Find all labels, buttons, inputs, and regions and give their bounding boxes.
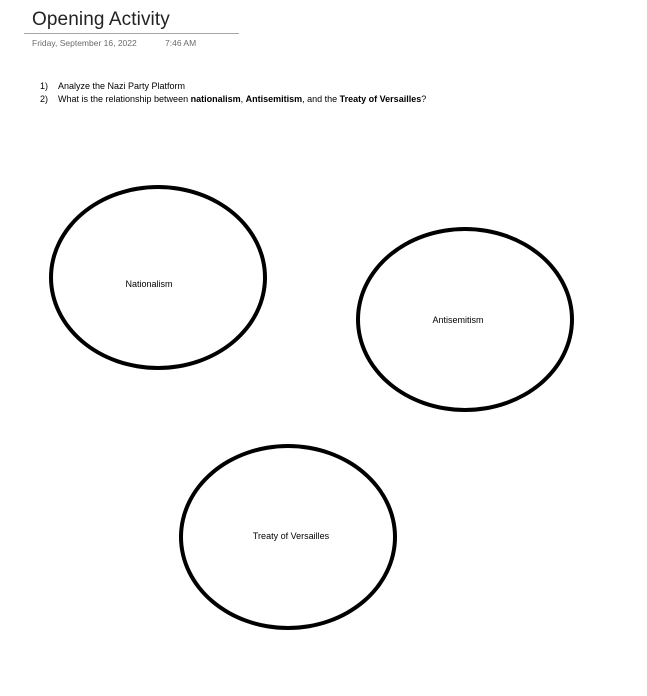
question-term-treaty: Treaty of Versailles bbox=[339, 94, 422, 104]
question-text-part: What is the relationship between bbox=[58, 94, 191, 104]
nationalism-label: Nationalism bbox=[125, 279, 173, 289]
question-text: Analyze the Nazi Party Platform bbox=[58, 81, 186, 91]
question-item-2 bbox=[40, 93, 460, 106]
page-title: Opening Activity bbox=[32, 9, 170, 30]
question-number: 1) bbox=[40, 81, 49, 91]
page-time: 7:46 AM bbox=[165, 38, 197, 48]
title-divider bbox=[24, 33, 239, 34]
question-text-part: ? bbox=[421, 94, 427, 104]
question-text-part: , bbox=[240, 94, 246, 104]
nationalism-circle bbox=[49, 185, 267, 370]
question-text-part: , and the bbox=[302, 94, 340, 104]
question-term-nationalism: nationalism bbox=[190, 94, 241, 104]
question-text bbox=[58, 93, 460, 106]
question-number: 2) bbox=[40, 94, 49, 104]
antisemitism-label: Antisemitism bbox=[432, 315, 484, 325]
treaty-of-versailles-label: Treaty of Versailles bbox=[252, 531, 330, 541]
question-term-antisemitism: Antisemitism bbox=[245, 94, 303, 104]
question-list bbox=[40, 80, 460, 106]
page-date: Friday, September 16, 2022 bbox=[32, 38, 137, 48]
question-item-1 bbox=[40, 80, 460, 93]
